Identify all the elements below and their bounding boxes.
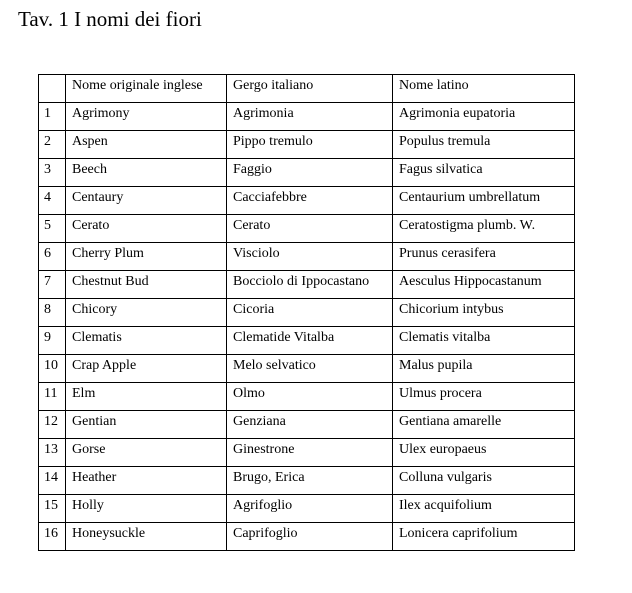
row-number-cell: 10 xyxy=(39,355,66,383)
italian-name-cell: Cerato xyxy=(227,215,393,243)
row-number-cell: 13 xyxy=(39,439,66,467)
english-name-cell: Gentian xyxy=(66,411,227,439)
row-number-cell: 3 xyxy=(39,159,66,187)
latin-name-cell: Agrimonia eupatoria xyxy=(393,103,575,131)
italian-name-cell: Cacciafebbre xyxy=(227,187,393,215)
page-title: Tav. 1 I nomi dei fiori xyxy=(18,7,202,31)
italian-name-cell: Agrifoglio xyxy=(227,495,393,523)
latin-name-cell: Gentiana amarelle xyxy=(393,411,575,439)
english-name-cell: Beech xyxy=(66,159,227,187)
latin-name-cell: Chicorium intybus xyxy=(393,299,575,327)
latin-name-cell: Centaurium umbrellatum xyxy=(393,187,575,215)
latin-name-cell: Ulex europaeus xyxy=(393,439,575,467)
english-name-cell: Aspen xyxy=(66,131,227,159)
italian-name-cell: Bocciolo di Ippocastano xyxy=(227,271,393,299)
table-row xyxy=(39,243,575,271)
english-name-cell: Elm xyxy=(66,383,227,411)
italian-name-cell: Cicoria xyxy=(227,299,393,327)
italian-name-cell: Caprifoglio xyxy=(227,523,393,551)
table-row xyxy=(39,271,575,299)
table-row xyxy=(39,439,575,467)
table-row xyxy=(39,327,575,355)
table-row xyxy=(39,215,575,243)
latin-name-cell: Ceratostigma plumb. W. xyxy=(393,215,575,243)
table-row xyxy=(39,187,575,215)
italian-name-cell: Olmo xyxy=(227,383,393,411)
italian-name-cell: Brugo, Erica xyxy=(227,467,393,495)
latin-name-cell: Malus pupila xyxy=(393,355,575,383)
row-number-cell: 6 xyxy=(39,243,66,271)
english-name-cell: Agrimony xyxy=(66,103,227,131)
row-number-cell: 11 xyxy=(39,383,66,411)
latin-name-cell: Colluna vulgaris xyxy=(393,467,575,495)
header-cell-italian-name: Gergo italiano xyxy=(227,75,393,103)
latin-name-cell: Lonicera caprifolium xyxy=(393,523,575,551)
latin-name-cell: Ilex acquifolium xyxy=(393,495,575,523)
italian-name-cell: Clematide Vitalba xyxy=(227,327,393,355)
header-cell-english-name: Nome originale inglese xyxy=(66,75,227,103)
latin-name-cell: Fagus silvatica xyxy=(393,159,575,187)
table-row xyxy=(39,523,575,551)
latin-name-cell: Ulmus procera xyxy=(393,383,575,411)
table-header-row xyxy=(39,75,575,103)
italian-name-cell: Melo selvatico xyxy=(227,355,393,383)
english-name-cell: Clematis xyxy=(66,327,227,355)
row-number-cell: 15 xyxy=(39,495,66,523)
row-number-cell: 12 xyxy=(39,411,66,439)
table-row xyxy=(39,131,575,159)
english-name-cell: Chicory xyxy=(66,299,227,327)
english-name-cell: Centaury xyxy=(66,187,227,215)
table-row xyxy=(39,467,575,495)
row-number-cell: 14 xyxy=(39,467,66,495)
row-number-cell: 4 xyxy=(39,187,66,215)
italian-name-cell: Faggio xyxy=(227,159,393,187)
header-cell-latin-name: Nome latino xyxy=(393,75,575,103)
table-row xyxy=(39,411,575,439)
table-row xyxy=(39,299,575,327)
row-number-cell: 9 xyxy=(39,327,66,355)
latin-name-cell: Populus tremula xyxy=(393,131,575,159)
row-number-cell: 2 xyxy=(39,131,66,159)
english-name-cell: Crap Apple xyxy=(66,355,227,383)
latin-name-cell: Aesculus Hippocastanum xyxy=(393,271,575,299)
italian-name-cell: Pippo tremulo xyxy=(227,131,393,159)
english-name-cell: Honeysuckle xyxy=(66,523,227,551)
english-name-cell: Chestnut Bud xyxy=(66,271,227,299)
latin-name-cell: Clematis vitalba xyxy=(393,327,575,355)
italian-name-cell: Agrimonia xyxy=(227,103,393,131)
italian-name-cell: Ginestrone xyxy=(227,439,393,467)
english-name-cell: Holly xyxy=(66,495,227,523)
row-number-cell: 16 xyxy=(39,523,66,551)
latin-name-cell: Prunus cerasifera xyxy=(393,243,575,271)
table-row xyxy=(39,103,575,131)
table-row xyxy=(39,159,575,187)
row-number-cell: 7 xyxy=(39,271,66,299)
english-name-cell: Cerato xyxy=(66,215,227,243)
row-number-cell: 5 xyxy=(39,215,66,243)
row-number-cell: 1 xyxy=(39,103,66,131)
row-number-cell: 8 xyxy=(39,299,66,327)
table-row xyxy=(39,355,575,383)
header-cell-number xyxy=(39,75,66,103)
flower-names-table xyxy=(38,74,575,551)
table-row xyxy=(39,383,575,411)
english-name-cell: Cherry Plum xyxy=(66,243,227,271)
italian-name-cell: Visciolo xyxy=(227,243,393,271)
english-name-cell: Heather xyxy=(66,467,227,495)
italian-name-cell: Genziana xyxy=(227,411,393,439)
english-name-cell: Gorse xyxy=(66,439,227,467)
table-row xyxy=(39,495,575,523)
